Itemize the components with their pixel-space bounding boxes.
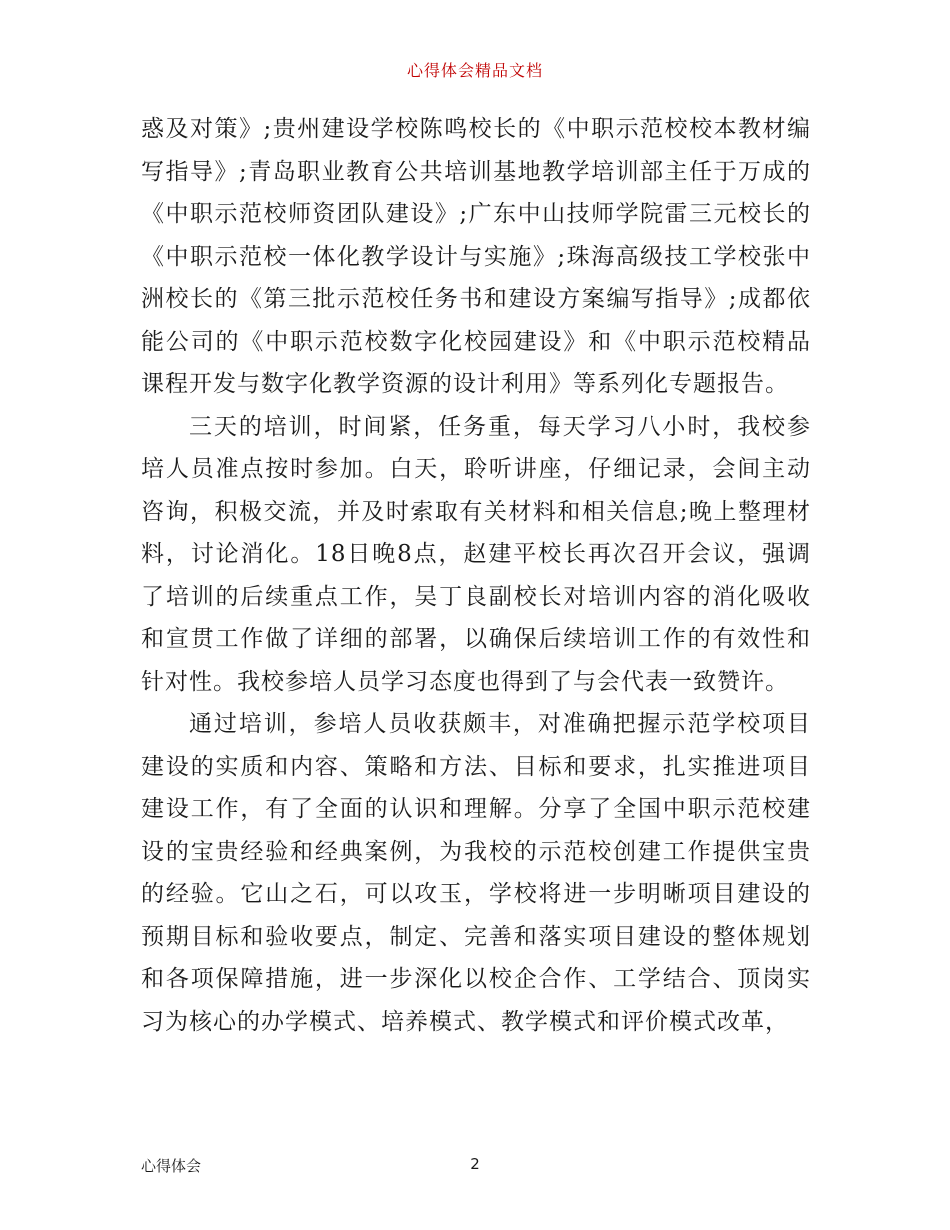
- document-body: [141, 108, 811, 1043]
- paragraph-continued: 惑及对策》;贵州建设学校陈鸣校长的《中职示范校校本教材编写指导》;青岛职业教育公共培训基地教学培训部主任于万成的《中职示范校师资团队建设》;广东中山技师学院雷三元校长的《中职示范校一体化教学设计与实施》;珠海高级技工学校张中洲校长的《第三批示范校任务书和建设方案编写指导》;成都依能公司的《中职示范校数字化校园建设》和《中职示范校精品课程开发与数字化教学资源的设计利用》等系列化专题报告。: [141, 116, 811, 397]
- paragraph-training-outcomes: 通过培训，参培人员收获颇丰，对准确把握示范学校项目建设的实质和内容、策略和方法、目标和要求，扎实推进项目建设工作，有了全面的认识和理解。分享了全国中职示范校建设的宝贵经验和经典案例，为我校的示范校创建工作提供宝贵的经验。它山之石，可以攻玉，学校将进一步明晰项目建设的预期目标和验收要点，制定、完善和落实项目建设的整体规划和各项保障措施，进一步深化以校企合作、工学结合、顶岗实习为核心的办学模式、培养模式、教学模式和评价模式改革，: [141, 711, 811, 1035]
- footer-label: 心得体会: [141, 1157, 202, 1175]
- page-header-title: 心得体会精品文档: [406, 61, 543, 80]
- footer-page-number: 2: [470, 1155, 480, 1173]
- paragraph-training-schedule: 三天的培训，时间紧，任务重，每天学习八小时，我校参培人员准点按时参加。白天，聆听讲座，仔细记录，会间主动咨询，积极交流，并及时索取有关材料和相关信息;晚上整理材料，讨论消化。18日晚8点，赵建平校长再次召开会议，强调了培训的后续重点工作，吴丁良副校长对培训内容的消化吸收和宣贯工作做了详细的部署，以确保后续培训工作的有效性和针对性。我校参培人员学习态度也得到了与会代表一致赞许。: [141, 413, 811, 695]
